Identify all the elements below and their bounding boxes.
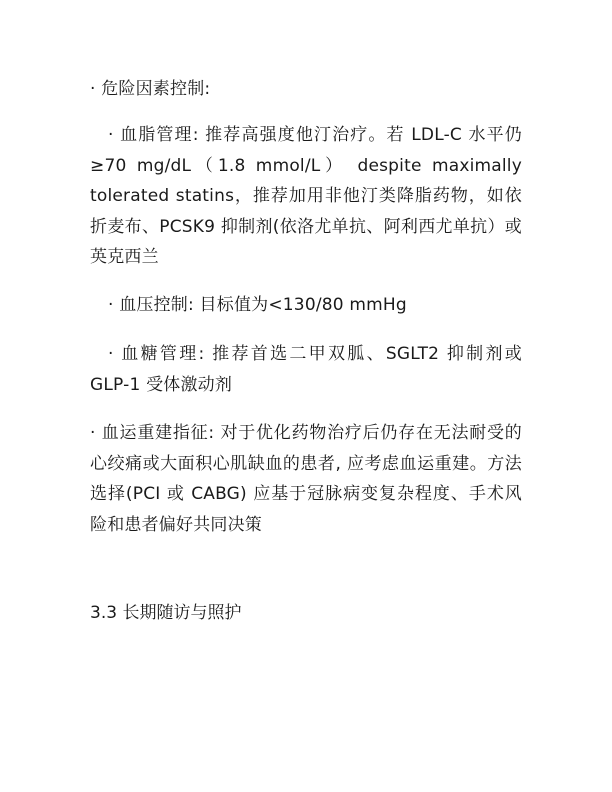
section-heading: 3.3 长期随访与照护 bbox=[90, 603, 242, 623]
lipid-management-paragraph: · 血脂管理: 推荐高强度他汀治疗。若 LDL-C 水平仍≥70 mg/dL（1.8 mmol/L） despite maximally tolerated statins，推荐加用非他汀类降脂药物，如依折麦布、PCSK9 抑制剂(依洛尤单抗、阿利西尤单抗）或英克西兰 bbox=[90, 125, 522, 267]
revascularization-indication-paragraph: · 血运重建指征: 对于优化药物治疗后仍存在无法耐受的心绞痛或大面积心肌缺血的患者, 应考虑血运重建。方法选择(PCI 或 CABG) 应基于冠脉病变复杂程度、手术风险和患者偏好共同决策 bbox=[90, 423, 522, 535]
risk-factor-control-heading: · 危险因素控制: bbox=[90, 79, 211, 99]
blood-pressure-control-paragraph: · 血压控制: 目标值为<130/80 mmHg bbox=[108, 295, 407, 315]
blood-glucose-management-paragraph: · 血糖管理: 推荐首选二甲双胍、SGLT2 抑制剂或 GLP-1 受体激动剂 bbox=[90, 344, 522, 395]
